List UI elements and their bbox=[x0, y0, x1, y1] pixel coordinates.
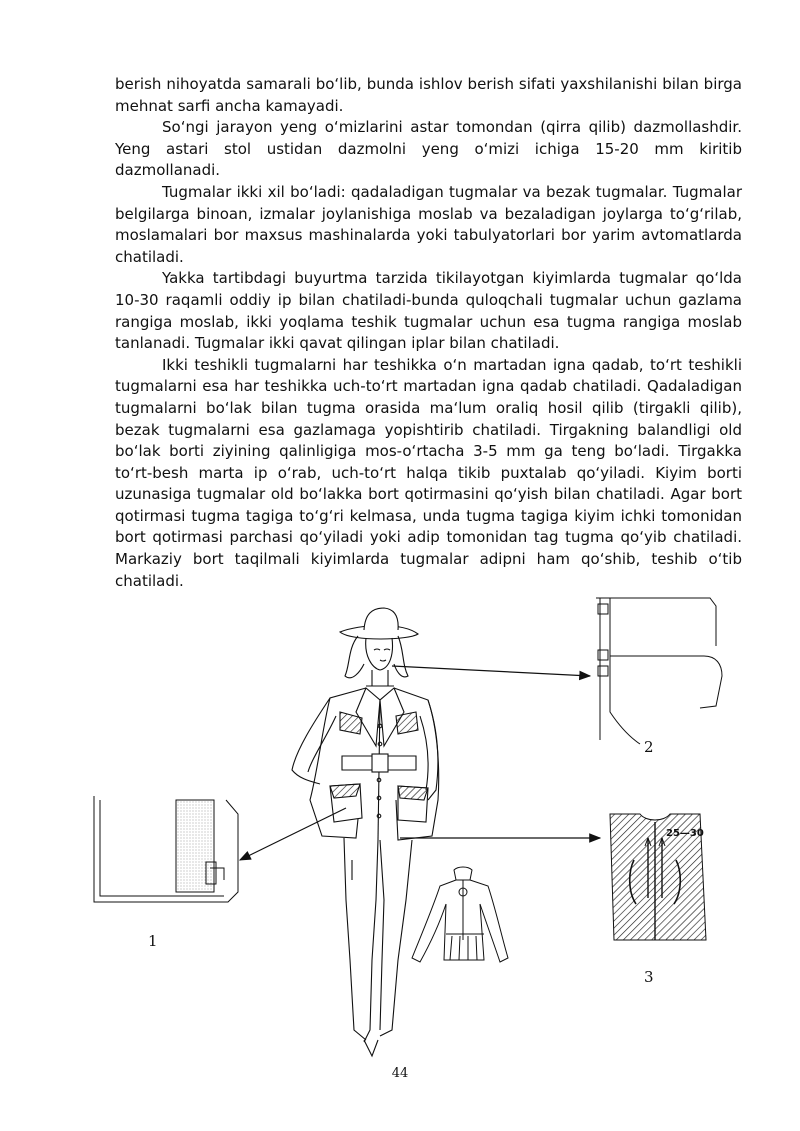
body-text bbox=[115, 74, 742, 592]
detail-1-drawing bbox=[94, 796, 238, 902]
illustration bbox=[0, 590, 800, 1070]
fashion-figure-drawing bbox=[292, 608, 439, 1056]
page-number: 44 bbox=[391, 1066, 409, 1081]
figure-label-3: 3 bbox=[644, 968, 654, 986]
detail-2-drawing bbox=[596, 598, 722, 744]
paragraph: berish nihoyatda samarali bo‘lib, bunda ishlov berish sifati yaxshilanishi bilan birga mehnat sarfi ancha kamayadi. bbox=[115, 75, 742, 115]
paragraph: Ikki teshikli tugmalarni har teshikka o‘n martadan igna qadab, to‘rt teshikli tugmalarni esa har teshikka uch-to‘rt martadan igna qadab chatiladi. Qadaladigan tugmalarni bo‘lak bilan tugma orasida ma‘lum oraliq hosil qilib (tirgakli qilib), bezak tugmalarni esa gazlamaga yopishtirib chatiladi. Tirgakning balandligi old bo‘lak borti ziyining qalinligiga mos-o‘rtacha 3-5 mm ga teng bo‘ladi. Tirgakka to‘rt-besh marta ip o‘rab, uch-to‘rt halqa tikib puxtalab qo‘yiladi. Kiyim borti uzunasiga tugmalar old bo‘lakka bort qotirmasini qo‘yish bilan chatiladi. Agar bort qotirmasi tugma tagiga to‘g‘ri kelmasa, unda tugma tagiga kiyim ichki tomonidan bort qotirmasi parchasi qo‘yiladi yoki adip tomonidan tag tugma qo‘yib chatiladi. Markaziy bort taqilmali kiyimlarda tugmalar adipni ham qo‘shib, teshib o‘tib chatiladi. bbox=[115, 355, 742, 590]
figure-label-1: 1 bbox=[148, 932, 158, 950]
blouse-sketch bbox=[412, 867, 508, 962]
figure-label-2: 2 bbox=[644, 738, 654, 756]
paragraph: So‘ngi jarayon yeng o‘mizlarini astar tomondan (qirra qilib) dazmollashdir. Yeng astari stol ustidan dazmolni yeng o‘mizi ichiga 15-20 mm kiritib dazmollanadi. bbox=[115, 118, 742, 180]
paragraph: Yakka tartibdagi buyurtma tarzida tikilayotgan kiyimlarda tugmalar qo‘lda 10-30 raqamli oddiy ip bilan chatiladi-bunda quloqchali tugmalar uchun gazlama rangiga moslab, ikki yoqlama teshik tugmalar uchun esa tugma rangiga moslab tanlanadi. Tugmalar ikki qavat qilingan iplar bilan chatiladi. bbox=[115, 269, 742, 353]
dimension-label: 25—30 bbox=[666, 828, 704, 839]
paragraph: Tugmalar ikki xil bo‘ladi: qadaladigan tugmalar va bezak tugmalar. Tugmalar belgilarga binoan, izmalar joylanishiga moslab va bezaladigan joylarga to‘g‘rilab, moslamalari bor maxsus mashinalarda yoki tabulyatorlari bor yarim avtomatlarda chatiladi. bbox=[115, 182, 742, 266]
